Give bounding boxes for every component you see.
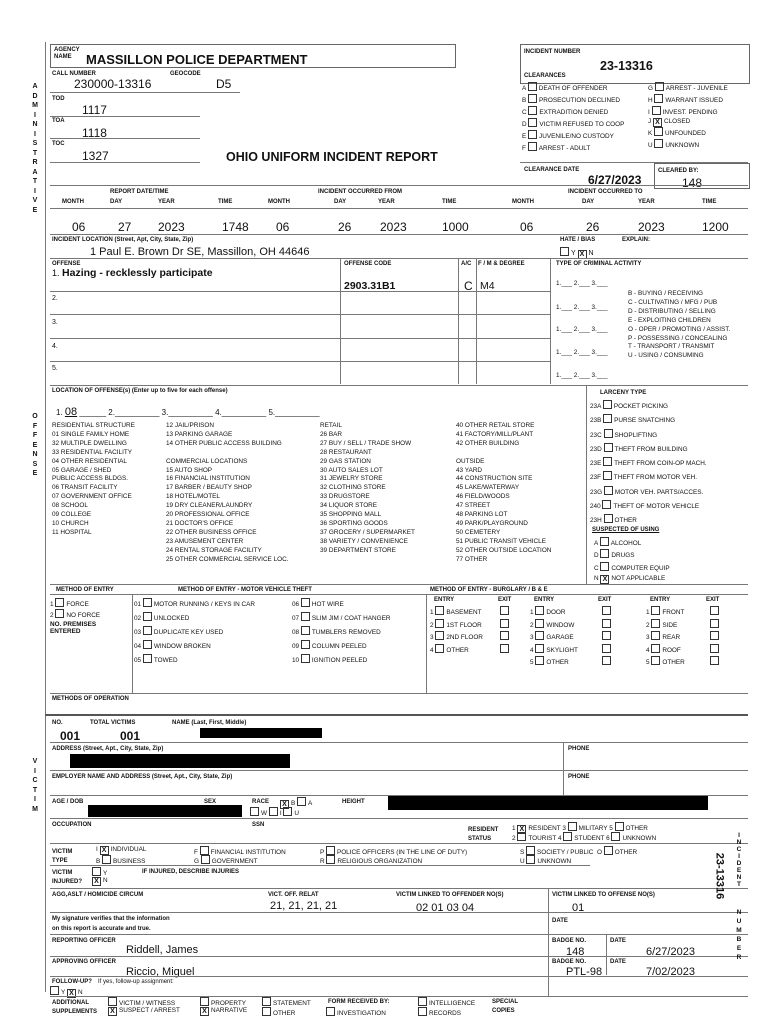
- supp-other[interactable]: OTHER: [262, 1007, 295, 1019]
- to-month: 06: [520, 220, 534, 234]
- location-slots: 1. 08 ______ 2.__________ 3.__________ 4.__________ 5.__________: [56, 406, 320, 418]
- mv-right-list: 06 HOT WIRE 07 SLIM JIM / COAT HANGER 08 TUMBLERS REMOVED 09 COLUMN PEELED 10 IGNITION PEELED: [292, 598, 390, 668]
- method-entry-label: METHOD OF ENTRY: [56, 587, 114, 593]
- occurred-from-label: INCIDENT OCCURRED FROM: [318, 189, 402, 195]
- ac-label: A/C: [461, 261, 472, 267]
- followup-checks[interactable]: Y X N: [50, 986, 83, 998]
- cleared-by: 148: [682, 176, 703, 190]
- employer-label: EMPLOYER NAME AND ADDRESS (Street, Apt., City, State, Zip): [52, 774, 233, 780]
- relat-label: VICT. OFF. RELAT: [268, 892, 319, 898]
- to-year: 2023: [638, 220, 665, 234]
- injuries-label: IF INJURED, DESCRIBE INJURIES: [142, 869, 240, 875]
- burglary-list-2: 1 DOOR 2 WINDOW 3 GARAGE 4 SKYLIGHT 5 OTHER: [530, 606, 578, 669]
- to-day: 26: [586, 220, 600, 234]
- incident-side-label: I N C I D E N T: [736, 832, 742, 888]
- offense-label: OFFENSE: [52, 261, 81, 267]
- incident-number-rotated: 23-13316: [713, 852, 726, 900]
- supplements-label: ADDITIONAL SUPPLEMENTS: [52, 1000, 98, 1015]
- reporting-badge: 148: [566, 946, 585, 958]
- mv-left-list: 01 MOTOR RUNNING / KEYS IN CAR 02 UNLOCKED 03 DUPLICATE KEY USED 04 WINDOW BROKEN 05 TOWED: [134, 598, 255, 668]
- clearance-f[interactable]: F ARREST - ADULT: [522, 142, 624, 154]
- approving-date: 7/02/2023: [646, 966, 695, 978]
- vtype-business[interactable]: B BUSINESS: [96, 855, 145, 867]
- clearance-g[interactable]: G ARREST - JUVENILE: [648, 82, 728, 94]
- no-force-check[interactable]: 2 NO FORCE: [50, 609, 100, 621]
- injured-label: VICTIM INJURED?: [52, 870, 83, 885]
- offense-code-label: OFFENSE CODE: [344, 261, 392, 267]
- victim-no: 001: [60, 729, 81, 743]
- clearance-c[interactable]: C EXTRADITION DENIED: [522, 106, 624, 118]
- offense-ac-1: C: [464, 279, 473, 293]
- supp-statement[interactable]: STATEMENT: [262, 997, 311, 1009]
- reporting-badge-label: BADGE NO.: [552, 938, 587, 944]
- vtype-unknown[interactable]: U UNKNOWN: [520, 855, 571, 867]
- hate-bias-label: HATE / BIAS: [560, 237, 596, 243]
- offense-side-label: O F F E N S E: [32, 413, 38, 477]
- burglary-list-3: 1 FRONT 2 SIDE 3 REAR 4 ROOF 5 OTHER: [646, 606, 685, 669]
- ssn-label: SSN: [252, 822, 265, 828]
- incident-location-label: INCIDENT LOCATION (Street, Apt, City, State, Zip): [52, 237, 194, 243]
- toa-label: TOA: [52, 118, 65, 124]
- victim-name-label: NAME (Last, First, Middle): [172, 720, 247, 726]
- incident-number: 23-13316: [600, 59, 653, 73]
- number-side-label: N U M B E R: [736, 909, 742, 961]
- phone-label: PHONE: [568, 746, 590, 752]
- report-datetime-label: REPORT DATE/TIME: [110, 189, 169, 195]
- tod-value: 1117: [82, 103, 107, 117]
- toc-value: 1327: [82, 149, 109, 163]
- clearance-d[interactable]: D VICTIM REFUSED TO COOP: [522, 118, 624, 130]
- supp-narrative[interactable]: X NARRATIVE: [200, 1007, 247, 1016]
- victim-type-label: VICTIM TYPE: [52, 849, 73, 864]
- reporting-officer: Riddell, James: [126, 944, 199, 956]
- clearances-left: [522, 82, 624, 153]
- linked-offense-label: VICTIM LINKED TO OFFENSE NO(S): [552, 892, 655, 898]
- resident-status-label: RESIDENT STATUS: [468, 827, 499, 842]
- total-victims-label: TOTAL VICTIMS: [90, 720, 136, 726]
- linked-offense: 01: [572, 902, 585, 914]
- loc-col-3: RETAIL 26 BAR 27 BUY / SELL / TRADE SHOW 28 RESTAURANT 29 GAS STATION 30 AUTO SALES LOT 31 JEWELRY STORE 32 CLOTHING STORE 33 DRUGSTORE 34 LIQUOR STORE 35 SHOPPING MALL 36 SPORTING GOODS 37 GROCERY / SUPERMARKET 38 VARIETY / CONVENIENCE 39 DEPARTMENT STORE: [320, 422, 415, 554]
- reporting-date-label: DATE: [610, 938, 626, 944]
- clearance-k[interactable]: K UNFOUNDED: [648, 127, 728, 139]
- race-label: RACE: [252, 799, 270, 805]
- race-row-1[interactable]: X B A: [280, 797, 312, 809]
- age-dob-label: AGE / DOB: [52, 799, 84, 805]
- vtype-police[interactable]: P POLICE OFFICERS (IN THE LINE OF DUTY): [320, 846, 467, 858]
- toc-label: TOC: [52, 141, 65, 147]
- report-time: 1748: [222, 220, 249, 234]
- total-victims: 001: [120, 729, 141, 743]
- injured-y[interactable]: Y: [92, 867, 107, 879]
- tod-label: TOD: [52, 96, 65, 102]
- geocode: D5: [216, 77, 232, 91]
- force-check[interactable]: 1 FORCE: [50, 598, 89, 610]
- special-label: SPECIAL: [492, 999, 519, 1005]
- height-label: HEIGHT: [342, 799, 365, 805]
- incident-location: 1 Paul E. Brown Dr SE, Massillon, OH 44646: [90, 246, 310, 258]
- relat-value: 21, 21, 21, 21: [270, 900, 338, 912]
- reporting-officer-label: REPORTING OFFICER: [52, 938, 116, 944]
- offense-row-4: 4.: [52, 343, 58, 350]
- redacted-name: [200, 728, 322, 738]
- from-day: 26: [338, 220, 352, 234]
- offense-code-1: 2903.31B1: [344, 280, 396, 292]
- redacted-physical: [388, 796, 708, 810]
- offense-row-5: 5.: [52, 365, 58, 372]
- location-offense-label: LOCATION OF OFFENSE(s) (Enter up to five for each offense): [52, 388, 228, 394]
- employer-phone-label: PHONE: [568, 774, 590, 780]
- resident-row-1[interactable]: 1 X RESIDENT 3 MILITARY 5 OTHER: [512, 822, 648, 834]
- redacted-address: [70, 754, 290, 768]
- activity-codes: B - BUYING / RECEIVING C - CULTIVATING / MFG / PUB D - DISTRIBUTING / SELLING E - EXPLOITING CHILDREN O - OPER / PROMOTING / ASSIST. P - POSSESSING / CONCEALING T - TRANSPORT / TRANSMIT U - USING / CONSUMING: [628, 290, 731, 360]
- sex-label: SEX: [204, 799, 217, 805]
- methods-operation-label: METHODS OF OPERATION: [52, 696, 129, 702]
- clearance-u[interactable]: U UNKNOWN: [648, 139, 728, 151]
- copies-label: COPIES: [492, 1008, 515, 1014]
- hate-bias-checks[interactable]: Y X N: [560, 247, 594, 259]
- victim-side-label: V I C T I M: [32, 758, 38, 813]
- recv-investigation[interactable]: INVESTIGATION: [326, 1007, 386, 1019]
- vtype-government[interactable]: G GOVERNMENT: [194, 855, 258, 867]
- left-border: [45, 42, 46, 992]
- from-month: 06: [276, 220, 290, 234]
- explain-label: EXPLAIN:: [622, 237, 651, 243]
- mv-theft-label: METHOD OF ENTRY - MOTOR VEHICLE THEFT: [178, 587, 312, 593]
- clearance-h[interactable]: H WARRANT ISSUED: [648, 94, 728, 106]
- followup-assign-label: If yes, follow-up assignment:: [98, 979, 174, 985]
- linked-offender-label: VICTIM LINKED TO OFFENDER NO(S): [396, 892, 504, 898]
- burglary-label: METHOD OF ENTRY - BURGLARY / B & E: [430, 587, 548, 593]
- administrative-side-label: A D M I N I S T R A T I V E: [32, 83, 38, 214]
- injured-n[interactable]: X N: [92, 877, 108, 886]
- clearance-j[interactable]: J X CLOSED: [648, 117, 691, 126]
- clearance-e[interactable]: E JUVENILE/NO CUSTODY: [522, 130, 624, 142]
- from-time: 1000: [442, 220, 469, 234]
- recv-intelligence[interactable]: INTELLIGENCE: [418, 997, 475, 1009]
- loc-col-4: 40 OTHER RETAIL STORE 41 FACTORY/MILL/PLANT 42 OTHER BUILDING OUTSIDE 43 YARD 44 CONSTRUCTION SITE 45 LAKE/WATERWAY 46 FIELD/WOODS 47 STREET 48 PARKING LOT 49 PARK/PLAYGROUND 50 CEMETERY 51 PUBLIC TRANSIT VEHICLE 52 OTHER OUTSIDE LOCATION 77 OTHER: [456, 422, 552, 563]
- linked-offender: 02 01 03 04: [416, 902, 475, 914]
- burglary-list-1: 1 BASEMENT 2 1ST FLOOR 3 2ND FLOOR 4 OTHER: [430, 606, 483, 656]
- report-month: 06: [72, 220, 86, 234]
- offense-degree-1: M4: [480, 280, 495, 292]
- report-year: 2023: [158, 220, 185, 234]
- approving-officer-label: APPROVING OFFICER: [52, 959, 117, 965]
- to-time: 1200: [702, 220, 729, 234]
- followup-label: FOLLOW-UP?: [52, 979, 92, 985]
- victim-address-label: ADDRESS (Street, Apt., City, State, Zip): [52, 746, 164, 752]
- call-number: 230000-13316: [74, 77, 152, 91]
- offense-row-1: 1. Hazing - recklessly participate: [52, 267, 213, 279]
- reporting-date: 6/27/2023: [646, 946, 695, 958]
- clearance-i[interactable]: I INVEST. PENDING: [648, 106, 728, 118]
- form-received-label: FORM RECEIVED BY:: [328, 999, 390, 1005]
- occurred-to-label: INCIDENT OCCURRED TO: [568, 189, 643, 195]
- clearance-a[interactable]: A DEATH OF OFFENDER: [522, 82, 624, 94]
- report-day: 27: [118, 220, 132, 234]
- toa-value: 1118: [82, 126, 107, 140]
- supp-property[interactable]: PROPERTY: [200, 997, 246, 1009]
- clearances-label: CLEARANCES: [524, 73, 566, 79]
- agency-label: AGENCY NAME: [54, 47, 80, 60]
- vtype-individual[interactable]: I X INDIVIDUAL: [96, 846, 147, 854]
- vtype-religious[interactable]: R RELIGIOUS ORGANIZATION: [320, 855, 422, 867]
- larceny-label: LARCENY TYPE: [600, 390, 647, 396]
- vtype-society[interactable]: S SOCIETY / PUBLIC O OTHER: [520, 846, 637, 858]
- occupation-label: OCCUPATION: [52, 822, 92, 828]
- from-year: 2023: [380, 220, 407, 234]
- approving-officer: Riccio, Miguel: [126, 966, 195, 978]
- suspected-label: SUSPECTED OF USING: [592, 527, 660, 533]
- clearances-right: [648, 82, 728, 151]
- loc-col-1: RESIDENTIAL STRUCTURE 01 SINGLE FAMILY HOME 32 MULTIPLE DWELLING 33 RESIDENTIAL FACILITY 04 OTHER RESIDENTIAL 05 GARAGE / SHED PUBLIC ACCESS BLDGS. 06 TRANSIT FACILITY 07 GOVERNMENT OFFICE 08 SCHOOL 09 COLLEGE 10 CHURCH 11 HOSPITAL: [52, 422, 135, 536]
- offense-row-3: 3.: [52, 319, 58, 326]
- supp-suspect-arrest[interactable]: X SUSPECT / ARREST: [108, 1007, 180, 1016]
- agency-name: MASSILLON POLICE DEPARTMENT: [86, 52, 308, 67]
- signature-text-1: My signature verifies that the information: [52, 916, 170, 922]
- signature-date-label: DATE: [552, 918, 568, 924]
- approving-date-label: DATE: [610, 959, 626, 965]
- resident-row-2[interactable]: 2 TOURIST 4 STUDENT 6 UNKNOWN: [512, 832, 656, 844]
- victim-no-label: NO.: [52, 720, 63, 726]
- offense-row-2: 2.: [52, 295, 58, 302]
- redacted-dob: [88, 805, 242, 817]
- supp-victim-witness[interactable]: VICTIM / WITNESS: [108, 997, 175, 1009]
- clearance-date-label: CLEARANCE DATE: [524, 167, 580, 173]
- no-premises-label: NO. PREMISES ENTERED: [50, 621, 97, 635]
- recv-records[interactable]: RECORDS: [418, 1007, 461, 1019]
- suspected-list: A ALCOHOL D DRUGS C COMPUTER EQUIP N X NOT APPLICABLE: [594, 537, 670, 584]
- agg-label: AGG,ASLT / HOMICIDE CIRCUM: [52, 892, 144, 898]
- cleared-by-label: CLEARED BY:: [658, 168, 699, 174]
- signature-text-2: on this report is accurate and true.: [52, 926, 151, 932]
- call-number-label: CALL NUMBER: [52, 71, 96, 77]
- clearance-b[interactable]: B PROSECUTION DECLINED: [522, 94, 624, 106]
- degree-label: F / M & DEGREE: [478, 261, 525, 267]
- criminal-activity-label: TYPE OF CRIMINAL ACTIVITY: [556, 261, 642, 267]
- geocode-label: GEOCODE: [170, 71, 201, 77]
- approving-badge: PTL-98: [566, 966, 603, 978]
- approving-badge-label: BADGE NO.: [552, 959, 587, 965]
- form-title: OHIO UNIFORM INCIDENT REPORT: [226, 150, 438, 164]
- incident-number-label: INCIDENT NUMBER: [524, 49, 581, 55]
- vtype-financial[interactable]: F FINANCIAL INSTITUTION: [194, 846, 286, 858]
- clearance-date: 6/27/2023: [588, 173, 642, 187]
- larceny-list: 23A POCKET PICKING 23B PURSE SNATCHING 23C SHOPLIFTING 23D THEFT FROM BUILDING 23E THEFT FROM COIN-OP MACH. 23F THEFT FROM MOTOR VEH. 23G MOTOR VEH. PARTS/ACCES. 240 THEFT OF MOTOR VEHICLE 23H OTHER: [590, 400, 707, 529]
- race-row-2[interactable]: W I U: [250, 807, 299, 819]
- loc-col-2: 12 JAIL/PRISON 13 PARKING GARAGE 14 OTHER PUBLIC ACCESS BUILDING COMMERCIAL LOCATIONS 15 AUTO SHOP 16 FINANCIAL INSTITUTION 17 BARBER / BEAUTY SHOP 18 HOTEL/MOTEL 19 DRY CLEANER/LAUNDRY 20 PROFESSIONAL OFFICE 21 DOCTOR'S OFFICE 22 OTHER BUSINESS OFFICE 23 AMUSEMENT CENTER 24 RENTAL STORAGE FACILITY 25 OTHER COMMERCIAL SERVICE LOC.: [166, 422, 289, 563]
